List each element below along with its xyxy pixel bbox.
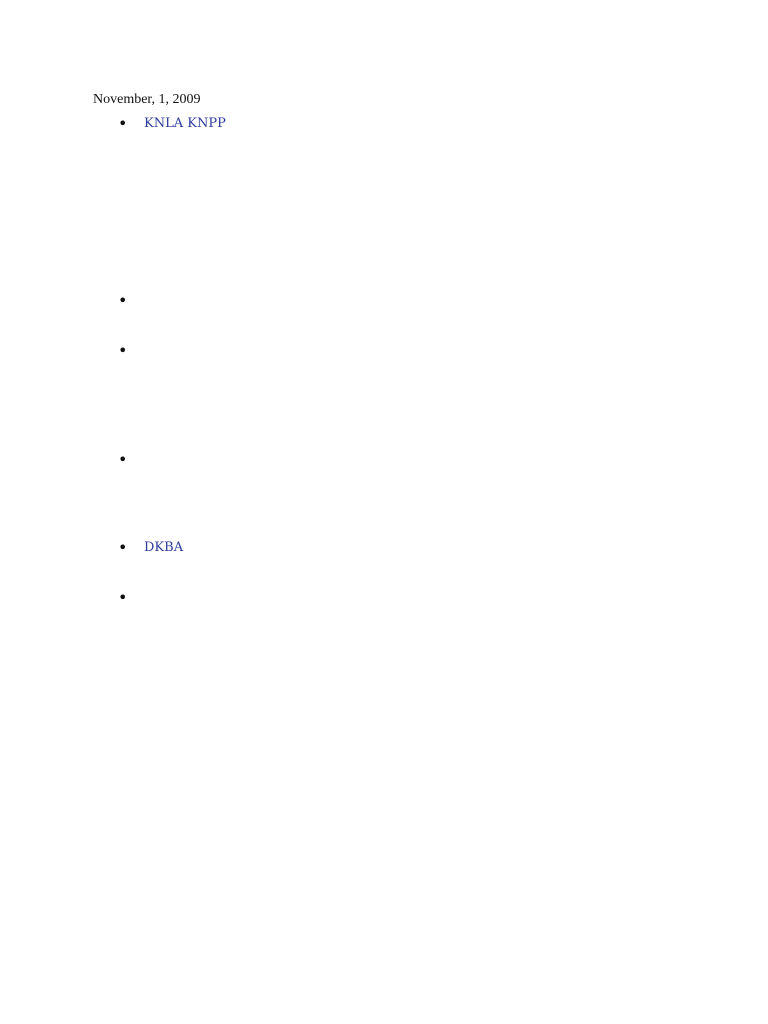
- item-line: [144, 157, 678, 179]
- item-line: [144, 559, 678, 581]
- item-line: [144, 201, 678, 223]
- section-2-list: [118, 290, 678, 412]
- list-item: [118, 449, 678, 493]
- item-line: [144, 609, 678, 631]
- list-item: [118, 537, 678, 581]
- item-line: [144, 223, 678, 245]
- item-line: [144, 471, 678, 493]
- section-1-list: [118, 113, 678, 295]
- item-line: [144, 135, 678, 157]
- item-line: [144, 449, 678, 471]
- item-line: [144, 267, 678, 289]
- list-item: [118, 113, 678, 289]
- item-line: [144, 340, 678, 362]
- list-item: [118, 587, 678, 631]
- section-3-list: [118, 449, 678, 499]
- item-line: [144, 384, 678, 406]
- item-line: [144, 245, 678, 267]
- list-item: [118, 290, 678, 334]
- section-4-list: [118, 537, 678, 637]
- item-line: [144, 290, 678, 312]
- list-item: [118, 340, 678, 406]
- document-date: November, 1, 2009: [93, 92, 201, 107]
- item-line: [144, 312, 678, 334]
- item-line: [144, 179, 678, 201]
- item-line: • DKBA: [144, 540, 184, 555]
- item-line: • KNLA KNPP: [144, 116, 226, 131]
- item-line: [144, 587, 678, 609]
- item-line: [144, 362, 678, 384]
